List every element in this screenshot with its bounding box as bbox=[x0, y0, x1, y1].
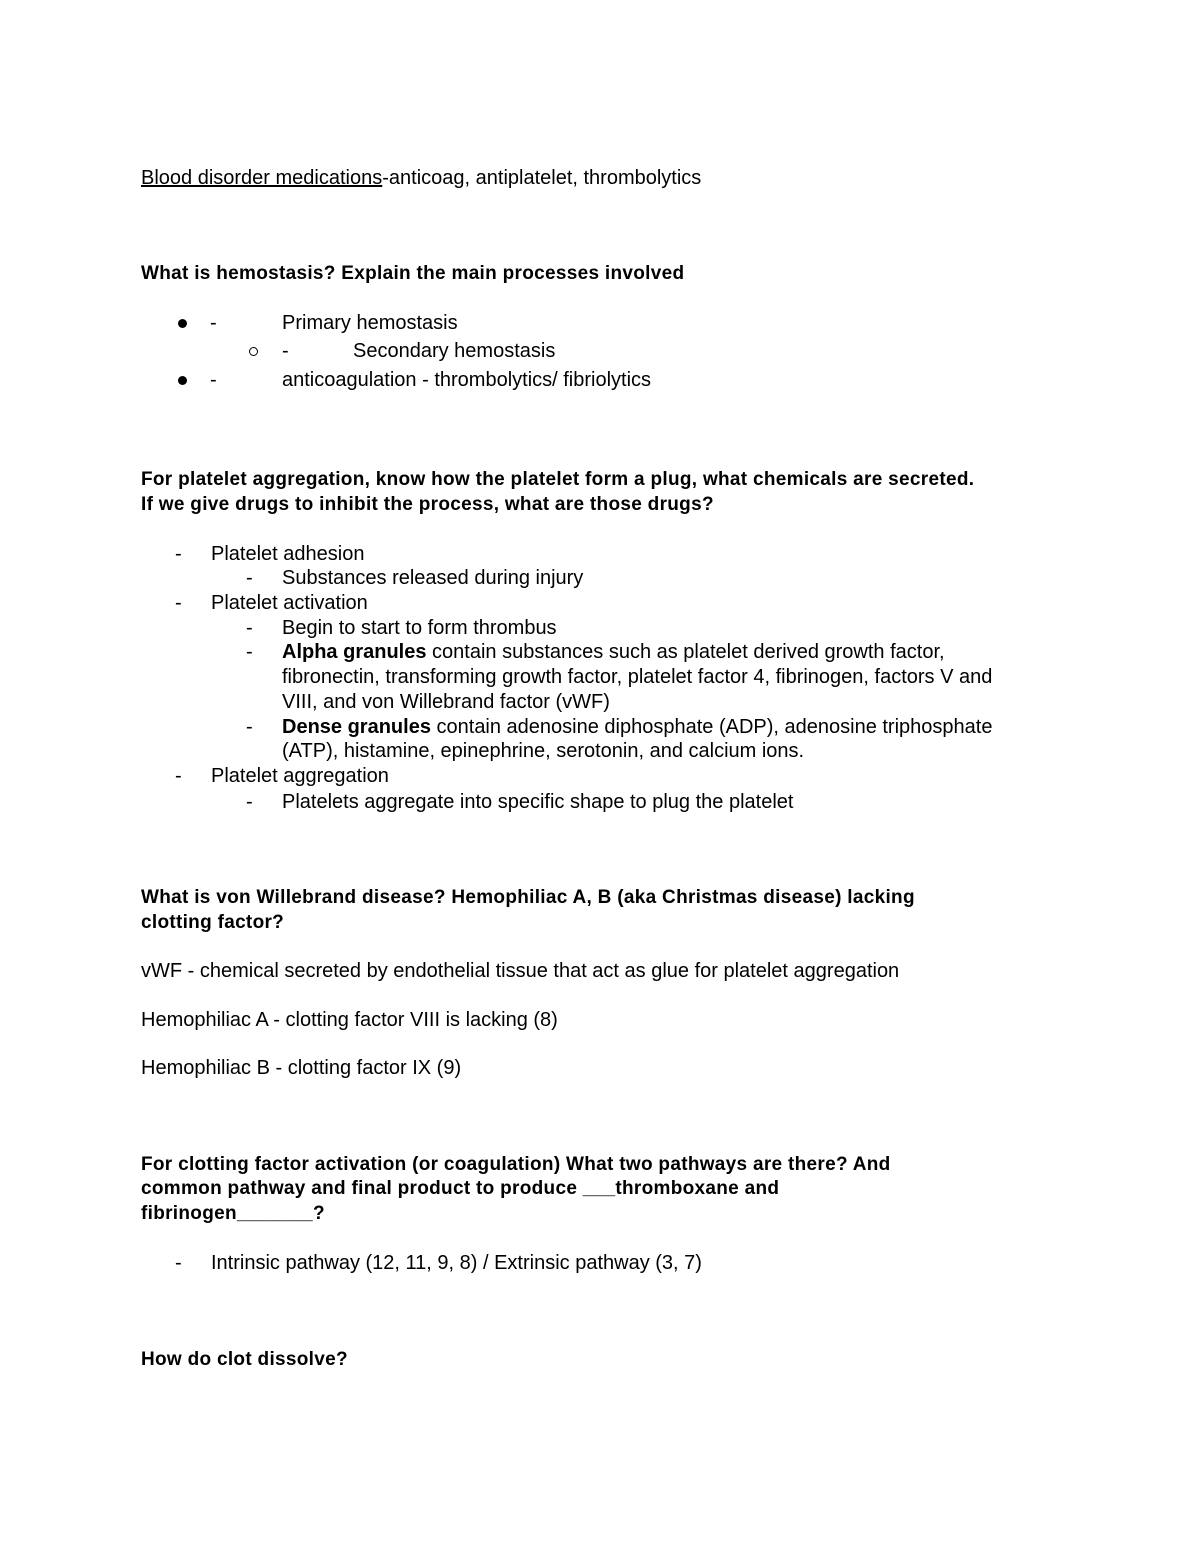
dash: - bbox=[175, 592, 182, 614]
aggregation-sub: Platelets aggregate into specific shape to plug the platelet bbox=[282, 791, 794, 813]
dash: - bbox=[246, 567, 253, 589]
dash: - bbox=[175, 1252, 182, 1274]
bullet-dot-icon bbox=[178, 319, 187, 328]
dense-granules-term: Dense granules bbox=[282, 716, 431, 738]
q1-dash-2: - bbox=[282, 340, 289, 362]
q1-item-secondary: Secondary hemostasis bbox=[353, 340, 556, 362]
pathways-item: Intrinsic pathway (12, 11, 9, 8) / Extrinsic pathway (3, 7) bbox=[211, 1252, 702, 1274]
platelet-activation: Platelet activation bbox=[211, 592, 368, 614]
dense-granules-text: contain adenosine diphosphate (ADP), adenosine triphosphate bbox=[430, 716, 993, 738]
q2-heading-line2: If we give drugs to inhibit the process, what are those drugs? bbox=[141, 494, 714, 515]
dash: - bbox=[246, 641, 253, 663]
adhesion-sub: Substances released during injury bbox=[282, 567, 584, 589]
q4-heading-line1: For clotting factor activation (or coagulation) What two pathways are there? And bbox=[141, 1154, 891, 1175]
q4-heading-line3: fibrinogen_______? bbox=[141, 1203, 325, 1224]
dash: - bbox=[246, 617, 253, 639]
dash: - bbox=[246, 716, 253, 738]
alpha-granules-line3: VIII, and von Willebrand factor (vWF) bbox=[282, 691, 610, 713]
q2-heading-line1: For platelet aggregation, know how the platelet form a plug, what chemicals are secreted. bbox=[141, 469, 975, 490]
q1-item-primary: Primary hemostasis bbox=[282, 312, 458, 334]
alpha-granules-text: contain substances such as platelet derived growth factor, bbox=[426, 641, 945, 663]
q5-heading: How do clot dissolve? bbox=[141, 1349, 348, 1370]
title-rest: -anticoag, antiplatelet, thrombolytics bbox=[382, 167, 702, 189]
title-underlined: Blood disorder medications bbox=[141, 167, 383, 189]
alpha-granules-line2: fibronectin, transforming growth factor, platelet factor 4, fibrinogen, factors V and bbox=[282, 666, 993, 688]
dense-granules-line2: (ATP), histamine, epinephrine, serotonin, and calcium ions. bbox=[282, 740, 805, 762]
q3-heading-line2: clotting factor? bbox=[141, 912, 285, 933]
hemophiliac-b-paragraph: Hemophiliac B - clotting factor IX (9) bbox=[141, 1057, 462, 1079]
dash: - bbox=[175, 543, 182, 565]
hemophiliac-a-paragraph: Hemophiliac A - clotting factor VIII is lacking (8) bbox=[141, 1009, 558, 1031]
bullet-dot-icon bbox=[178, 376, 187, 385]
q1-item-anticoagulation: anticoagulation - thrombolytics/ fibriolytics bbox=[282, 369, 652, 391]
q4-heading-line2: common pathway and final product to produce ___thromboxane and bbox=[141, 1178, 780, 1199]
platelet-aggregation: Platelet aggregation bbox=[211, 765, 389, 787]
vwf-paragraph: vWF - chemical secreted by endothelial tissue that act as glue for platelet aggregation bbox=[141, 960, 900, 982]
dash: - bbox=[246, 791, 253, 813]
alpha-granules-term: Alpha granules bbox=[282, 641, 427, 663]
bullet-ring-icon bbox=[249, 347, 258, 356]
q1-heading: What is hemostasis? Explain the main processes involved bbox=[141, 263, 685, 284]
dash: - bbox=[175, 765, 182, 787]
q1-dash-1: - bbox=[210, 312, 217, 334]
q1-dash-3: - bbox=[210, 369, 217, 391]
document-title bbox=[141, 166, 701, 190]
dense-granules-line1 bbox=[282, 715, 992, 739]
platelet-adhesion: Platelet adhesion bbox=[211, 543, 365, 565]
q3-heading-line1: What is von Willebrand disease? Hemophiliac A, B (aka Christmas disease) lacking bbox=[141, 887, 915, 908]
alpha-granules-line1 bbox=[282, 640, 945, 664]
activation-sub-1: Begin to start to form thrombus bbox=[282, 617, 557, 639]
